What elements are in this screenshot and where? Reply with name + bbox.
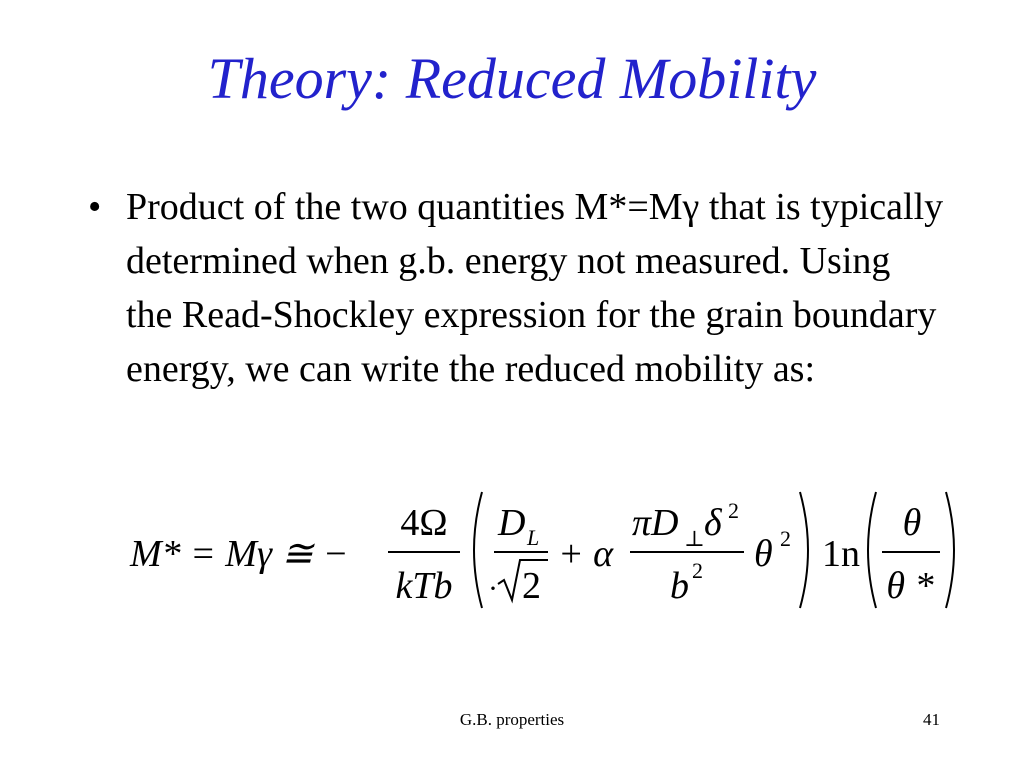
prefactor-denominator: kTb xyxy=(395,565,453,607)
log-numerator: θ xyxy=(902,502,922,544)
theta-exponent: 2 xyxy=(780,526,791,551)
equation-lhs: M* = Mγ ≅ − xyxy=(130,533,349,575)
page-number: 41 xyxy=(923,710,940,729)
footer-title: G.B. properties xyxy=(459,710,565,729)
right-paren-outer xyxy=(800,492,808,608)
term1-numerator-subscript: L xyxy=(527,525,540,550)
bullet-text: Product of the two quantities M*=Mγ that is typically determined when g.b. energy not measured. Using the Read-Shockley expression for the grain boundary energy, we can write the reduced mobility as: xyxy=(126,186,944,390)
log-right-paren xyxy=(946,492,954,608)
term1-dot: · xyxy=(488,572,498,605)
ln-label: 1n xyxy=(822,533,860,575)
plus-alpha: + α xyxy=(558,533,614,575)
term2-denominator: b xyxy=(670,565,689,607)
prefactor-numerator: 4Ω xyxy=(400,502,448,544)
bullet-marker: • xyxy=(88,186,102,228)
left-paren-outer xyxy=(474,492,482,608)
term2-numerator-piD: πD xyxy=(632,502,679,544)
term2-numerator-delta: δ xyxy=(704,502,722,544)
term1-sqrt-value: 2 xyxy=(522,565,541,607)
log-left-paren xyxy=(868,492,876,608)
term2-denominator-exponent: 2 xyxy=(692,558,703,583)
theta: θ xyxy=(754,533,773,575)
slide-title: Theory: Reduced Mobility xyxy=(207,46,817,111)
term2-numerator-subscript: ⊥ xyxy=(684,526,705,551)
term1-numerator: D xyxy=(498,502,526,544)
term2-numerator-exponent: 2 xyxy=(728,498,739,523)
log-denominator: θ * xyxy=(886,565,934,607)
